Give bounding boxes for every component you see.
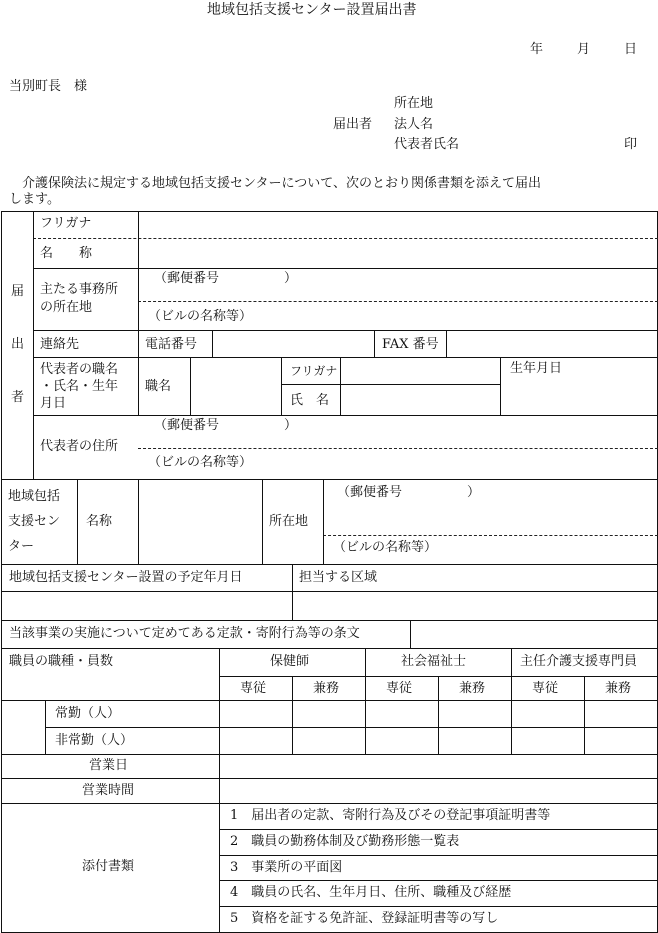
page-title: 地域包括支援センター設置届出書 (207, 2, 417, 18)
articles-label: 当該事業の実施について定めてある定款・寄附行為等の条文 (9, 626, 360, 641)
care-full-time: 専従 (532, 681, 559, 696)
center-label-line3: ター (8, 539, 35, 554)
center-label-line2: 支援セン (8, 514, 61, 529)
office-label-line2: の所在地 (40, 300, 93, 315)
nurse-full-time: 専従 (240, 681, 267, 696)
rep-name-label: 代表者氏名 (394, 137, 460, 152)
rep-address-label: 代表者の住所 (40, 439, 119, 454)
nurse-part-time: 兼務 (313, 681, 340, 696)
attachments-label: 添付書類 (82, 859, 135, 874)
business-hours-label: 営業時間 (82, 783, 135, 798)
center-location-label: 所在地 (269, 514, 309, 529)
contact-label: 連絡先 (40, 337, 80, 352)
date-day: 日 (624, 42, 638, 57)
notifier-side-label-3: 者 (11, 390, 25, 405)
attachment-item: 4 職員の氏名、生年月日、住所、職種及び経歴 (230, 885, 512, 900)
business-days-label: 営業日 (89, 758, 129, 773)
person-name-label: 氏 名 (290, 393, 330, 408)
role-care-manager: 主任介護支援専門員 (520, 654, 638, 669)
org-name-label: 名 称 (40, 246, 93, 261)
intro-text-line1: 介護保険法に規定する地域包括支援センターについて、次のとおり関係書類を添えて届出 (22, 176, 541, 191)
rep-label-line2: ・氏名・生年 (40, 379, 119, 394)
rep-building: （ビルの名称等） (148, 455, 253, 470)
corp-name-label: 法人名 (394, 117, 434, 132)
row-part-time-staff: 非常勤（人） (55, 733, 134, 748)
social-full-time: 専従 (386, 681, 413, 696)
furigana-small-label: フリガナ (290, 364, 338, 378)
fax-label: FAX 番号 (382, 337, 439, 352)
furigana-label: フリガナ (40, 216, 92, 231)
rep-label-line1: 代表者の職名 (40, 362, 119, 377)
attachment-item: 5 資格を証する免許証、登録証明書等の写し (230, 911, 499, 926)
center-name-label: 名称 (86, 514, 113, 529)
rep-postal: （郵便番号 ） (154, 418, 298, 433)
phone-label: 電話番号 (145, 337, 198, 352)
office-label-line1: 主たる事務所 (40, 282, 119, 297)
office-postal: （郵便番号 ） (154, 271, 298, 286)
rep-label-line3: 月日 (40, 396, 67, 411)
intro-text-line2: します。 (9, 192, 60, 207)
position-label: 職名 (145, 379, 172, 394)
center-postal: （郵便番号 ） (337, 485, 481, 500)
birthdate-label: 生年月日 (510, 361, 563, 376)
row-full-time-staff: 常勤（人） (55, 706, 121, 721)
notifier-label: 届出者 (333, 117, 373, 132)
role-nurse: 保健師 (270, 654, 310, 669)
address-label: 所在地 (394, 96, 434, 111)
addressee: 当別町長 様 (9, 79, 88, 94)
seal-mark: 印 (624, 137, 638, 152)
center-label-line1: 地域包括 (8, 489, 61, 504)
notifier-side-label-2: 出 (11, 337, 25, 352)
care-part-time: 兼務 (605, 681, 632, 696)
attachment-item: 3 事業所の平面図 (230, 860, 343, 875)
center-building: （ビルの名称等） (333, 540, 438, 555)
planned-date-label: 地域包括支援センター設置の予定年月日 (9, 570, 243, 585)
attachment-item: 1 届出者の定款、寄附行為及びその登記事項証明書等 (230, 808, 551, 823)
role-social-worker: 社会福祉士 (401, 654, 467, 669)
office-building: （ビルの名称等） (148, 309, 253, 324)
attachment-item: 2 職員の勤務体制及び勤務形態一覧表 (230, 834, 460, 849)
date-year: 年 (530, 42, 544, 57)
area-label: 担当する区域 (299, 570, 378, 585)
social-part-time: 兼務 (459, 681, 486, 696)
date-month: 月 (577, 42, 591, 57)
staff-title: 職員の職種・員数 (9, 654, 114, 669)
notifier-side-label-1: 届 (11, 284, 25, 299)
